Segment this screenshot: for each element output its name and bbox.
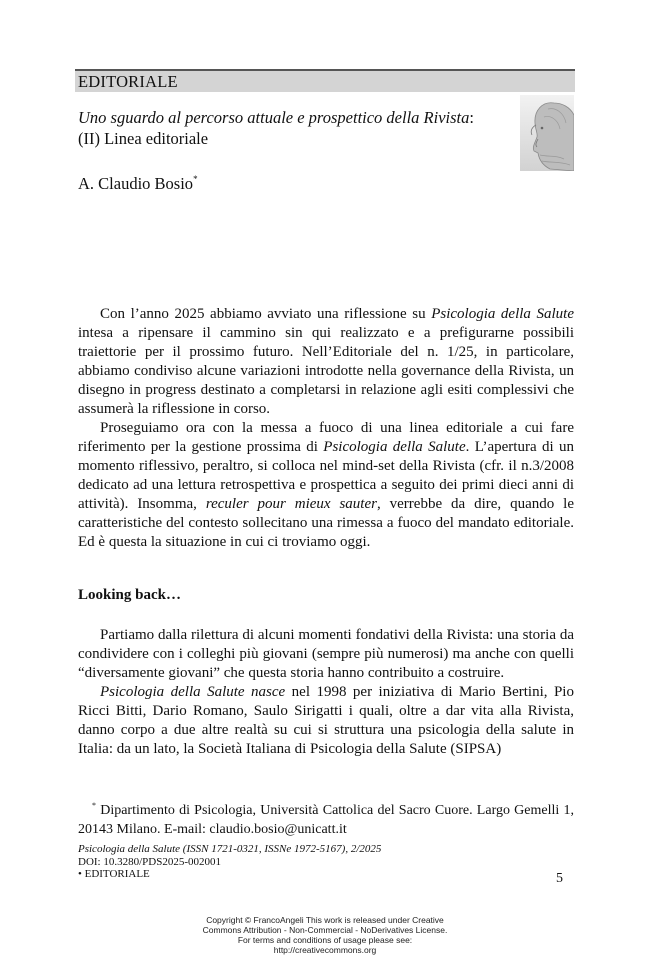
section-bar [75,69,575,92]
title-italic: Uno sguardo al percorso attuale e prospettico della Rivista [78,108,470,127]
footnote [78,796,574,839]
license-line: Commons Attribution - Non-Commercial - NoDerivatives License. [202,925,448,935]
article-title [78,107,508,149]
intro-paragraph-1 [78,305,574,419]
section-paragraph-2 [78,683,574,759]
footnote-text: Dipartimento di Psicologia, Università Cattolica del Sacro Cuore. Largo Gemelli 1, 20143 Milano. E-mail: claudio.bosio@unicatt.it [78,803,574,837]
intro-text [78,305,574,552]
section-label: EDITORIALE [78,72,178,91]
journal-name: Psicologia della Salute nasce [100,684,286,700]
title-subtitle: (II) Linea editoriale [78,129,209,148]
citation-doi: DOI: 10.3280/PDS2025-002001 [78,855,222,868]
text-run: Proseguiamo ora con la messa a fuoco di una linea editoriale a cui fare riferimento per la gestione prossima di [78,420,574,455]
citation-journal: Psicologia della Salute (ISSN 1721-0321, ISSNe 1972-5167), 2/2025 [78,843,382,855]
footnote-paragraph [78,796,574,839]
section-heading: Looking back… [78,587,181,603]
license-notice [150,915,500,955]
text-run: Con l’anno 2025 abbiamo avviato una riflessione su [100,306,432,322]
author-footnote-mark: * [193,174,198,184]
journal-name: Psicologia della Salute [431,306,574,322]
author [78,174,198,194]
license-link: http://creativecommons.org [273,945,377,955]
section-paragraph-1: Partiamo dalla rilettura di alcuni momenti fondativi della Rivista: una storia da condividere con i colleghi più giovani (sempre più numerosi) ma anche con quelli “diversamente giovani” che questa storia hanno contribuito a costruire. [78,627,574,681]
citation-section: • EDITORIALE [78,868,150,880]
journal-name: Psicologia della Salute [323,439,466,455]
title-colon: : [469,108,474,127]
footnote-mark: * [92,801,96,810]
author-name: A. Claudio Bosio [78,174,194,193]
license-line: For terms and conditions of usage please see: [237,935,413,945]
page-number: 5 [556,871,563,886]
foreign-phrase: reculer pour mieux sauter [205,496,377,512]
text-run: intesa a ripensare il cammino sin qui realizzato e a prefigurarne possibili traiettorie per il prossimo futuro. Nell’Editoriale del n. 1/25, in particolare, abbiamo condiviso alcune variazioni introdotte nella governance della Rivista, un disegno in progress destinato a completarsi in relazione agli esiti complessivi che assumerà la riflessione in corso. [78,325,574,417]
text-run: . L’apertura di un momento riflessivo, peraltro, si colloca nel mind-set della Rivista (cfr. il n.3/2008 dedicato ad una lettura retrospettiva e prospettica a seguito dei primi dieci anni di attività). Insomma, [78,439,574,512]
text-run: , verrebbe da dire, quando le caratteristiche del contesto sollecitano una rimessa a fuoco del mandato editoriale. Ed è questa la situazione in cui ci troviamo oggi. [78,496,574,550]
portrait-image [520,95,574,171]
text-run: nel 1998 per iniziativa di Mario Bertini, Pio Ricci Bitti, Dario Romano, Saulo Sirigatti i quali, oltre a dar vita alla Rivista, danno corpo a due altre realtà su cui si struttura una psicologia della salute in Italia: da un lato, la Società Italiana di Psicologia della Salute (SIPSA) [78,684,574,757]
citation [78,843,381,881]
section-text [78,626,574,759]
intro-paragraph-2 [78,419,574,552]
license-line: Copyright © FrancoAngeli This work is released under Creative [206,915,444,925]
